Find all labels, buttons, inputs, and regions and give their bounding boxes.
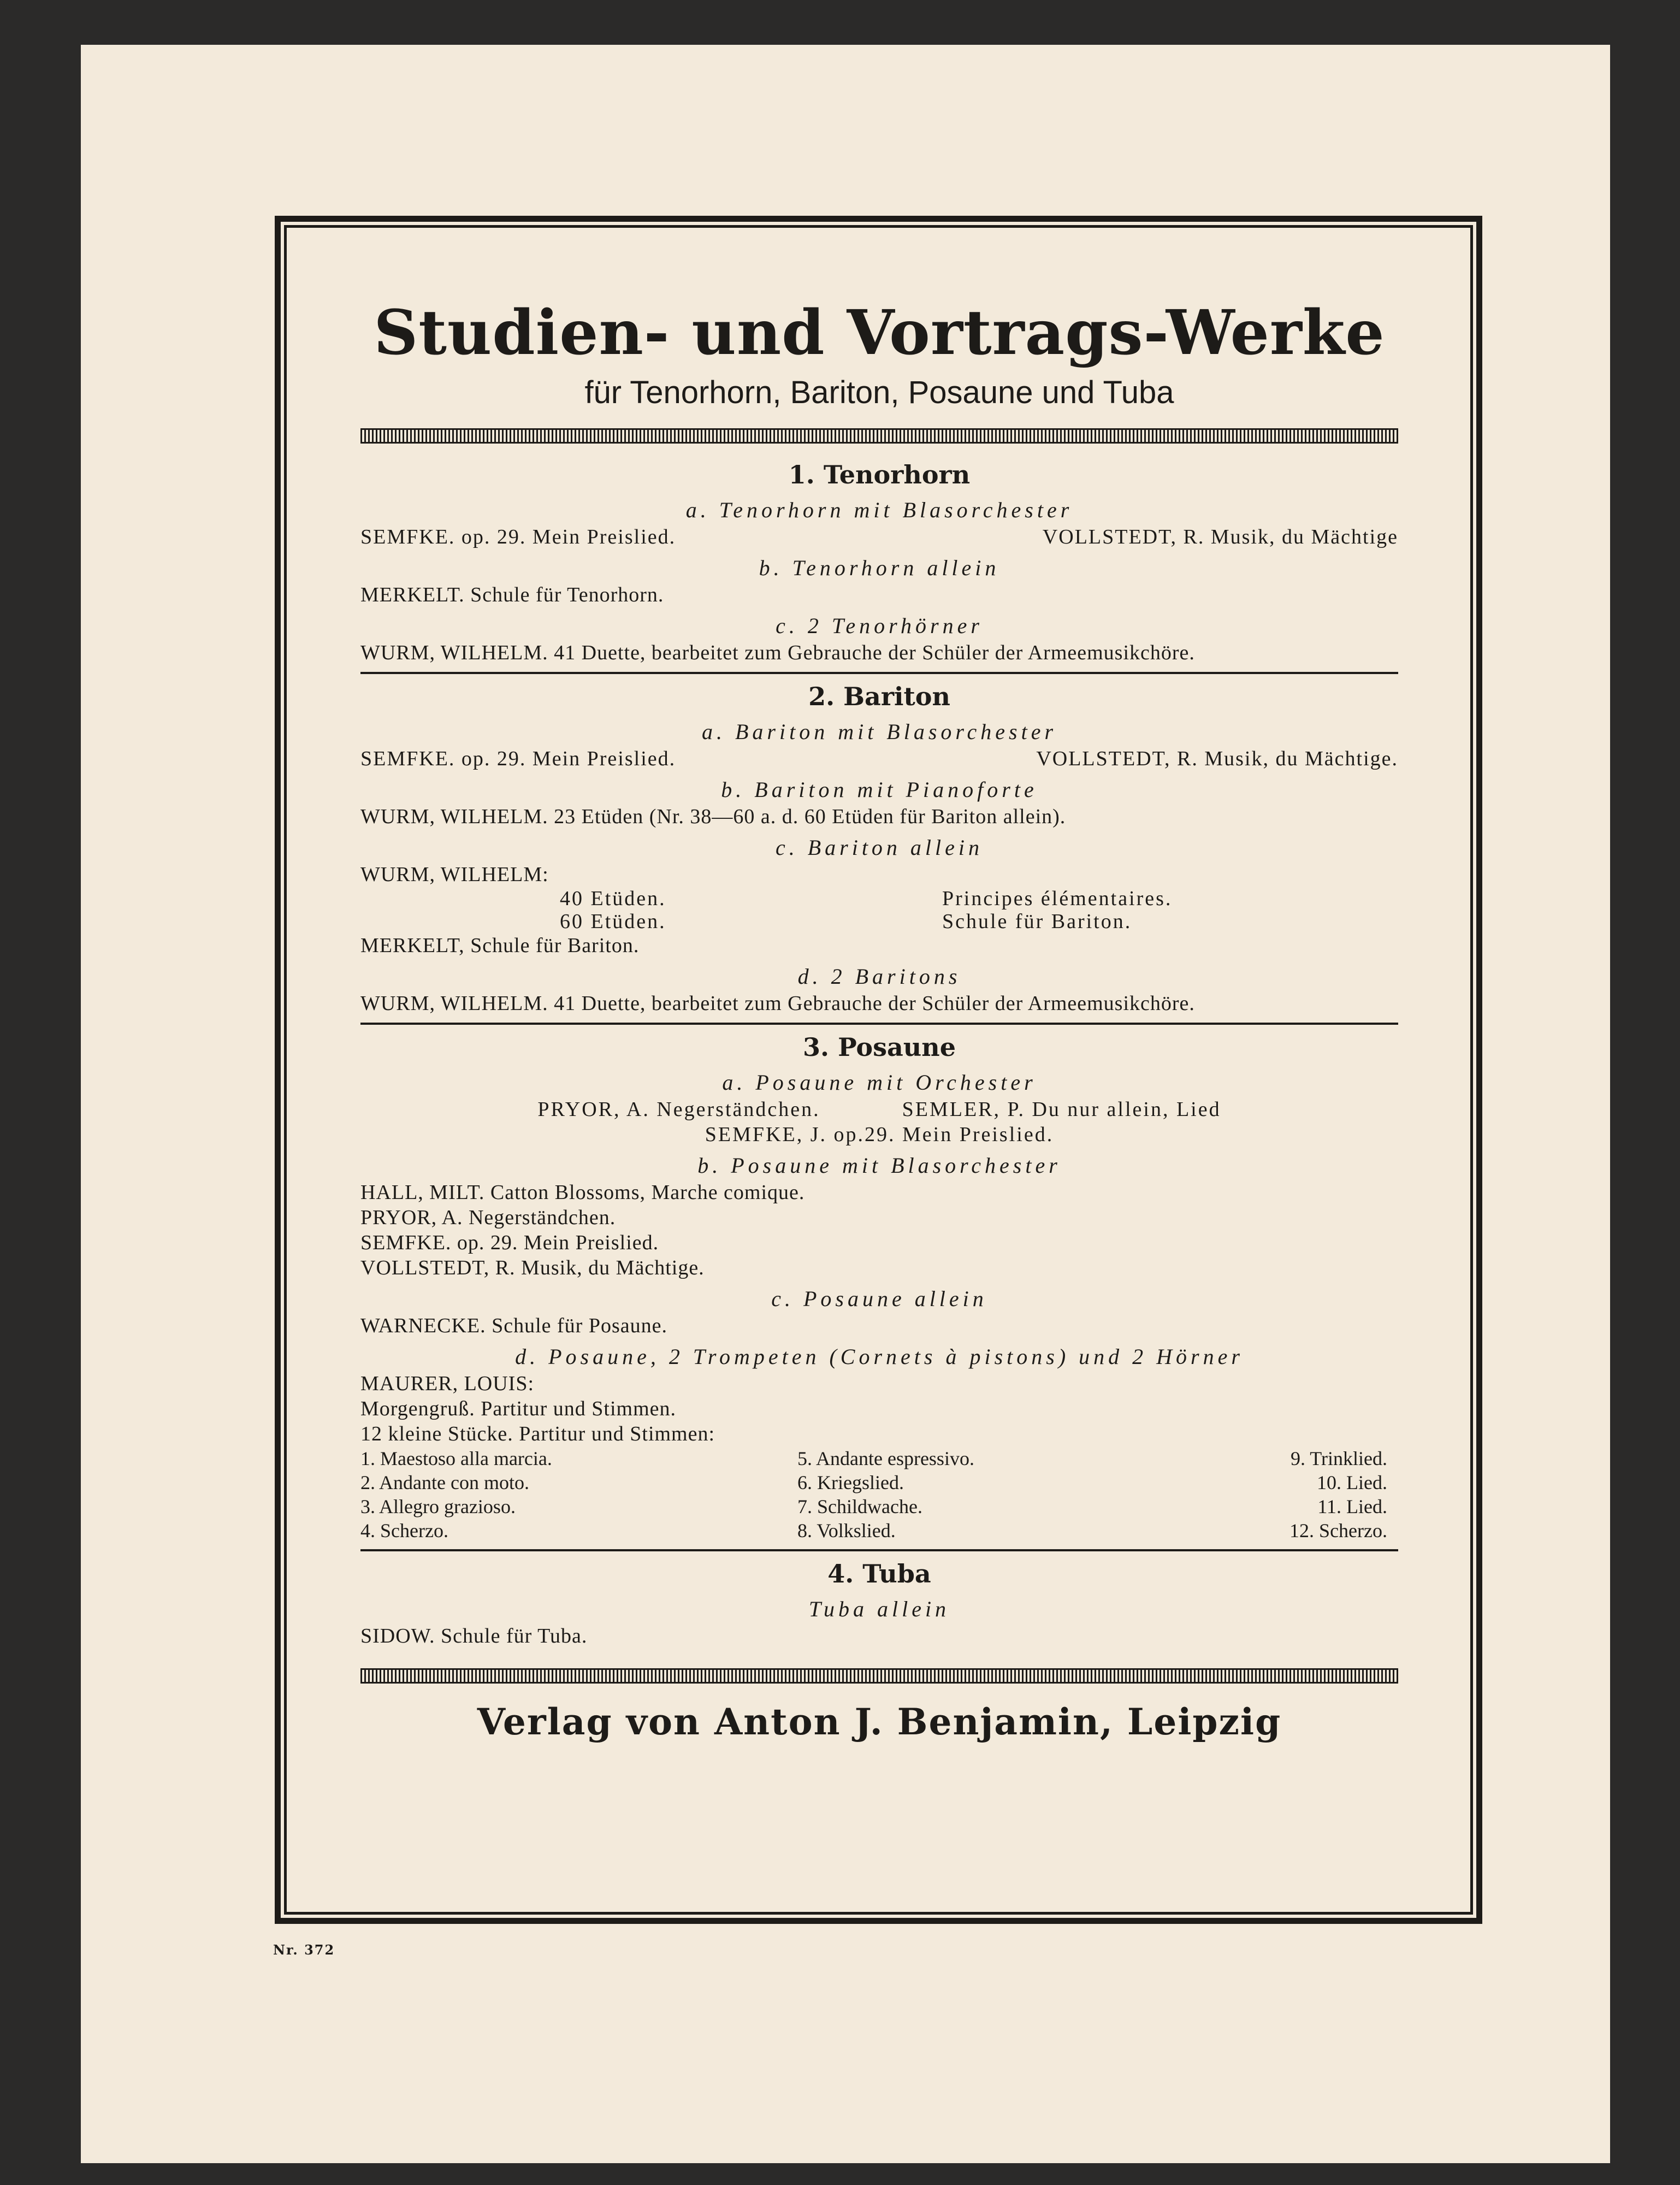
section-divider xyxy=(360,1549,1398,1551)
entry: WURM, WILHELM. 41 Duette, bearbeitet zum Gebrauche der Schüler der Armeemusikchöre. xyxy=(360,641,1195,664)
piece-item: 5. Andante espressivo. xyxy=(797,1448,974,1469)
section-tenorhorn xyxy=(360,458,1398,665)
entry: 60 Etüden. xyxy=(560,910,666,933)
entry: Principes élémentaires. xyxy=(942,887,1173,910)
entry: WURM, WILHELM. 23 Etüden (Nr. 38—60 a. d. 60 Etüden für Bariton allein). xyxy=(360,805,1066,828)
entry: VOLLSTEDT, R. Musik, du Mächtige. xyxy=(1036,747,1398,770)
section-heading: 2. Bariton xyxy=(808,682,950,711)
piece-list xyxy=(360,1446,1398,1543)
catalog-content xyxy=(360,284,1398,1879)
entry: PRYOR, A. Negerständchen. xyxy=(537,1098,820,1121)
piece-item: 2. Andante con moto. xyxy=(360,1472,529,1493)
catalog-number: Nr. 372 xyxy=(273,1942,335,1958)
publisher-imprint: Verlag von Anton J. Benjamin, Leipzig xyxy=(477,1700,1282,1743)
entry: MERKELT. Schule für Tenorhorn. xyxy=(360,583,664,606)
piece-item: 4. Scherzo. xyxy=(360,1520,448,1542)
subsection-heading: c. 2 Tenorhörner xyxy=(776,613,983,638)
entry: SEMLER, P. Du nur allein, Lied xyxy=(902,1098,1221,1121)
entry: WURM, WILHELM. 41 Duette, bearbeitet zum Gebrauche der Schüler der Armeemusikchöre. xyxy=(360,992,1195,1015)
entry: SEMFKE. op. 29. Mein Preislied. xyxy=(360,747,676,770)
piece-item: 9. Trinklied. xyxy=(1290,1448,1387,1469)
piece-item: 1. Maestoso alla marcia. xyxy=(360,1448,552,1469)
entry: SEMFKE. op. 29. Mein Preislied. xyxy=(360,525,676,548)
section-posaune xyxy=(360,1030,1398,1543)
page-subtitle: für Tenorhorn, Bariton, Posaune und Tuba xyxy=(584,375,1174,410)
piece-item: 11. Lied. xyxy=(1317,1496,1387,1517)
entry: Schule für Bariton. xyxy=(942,910,1132,933)
subsection-heading: b. Posaune mit Blasorchester xyxy=(697,1153,1061,1178)
section-bariton xyxy=(360,680,1398,1016)
entry-author: MAURER, LOUIS: xyxy=(360,1372,535,1395)
subsection-heading: a. Posaune mit Orchester xyxy=(722,1070,1037,1095)
subsection-heading: c. Bariton allein xyxy=(775,835,984,860)
entry: HALL, MILT. Catton Blossoms, Marche comique. xyxy=(360,1181,805,1204)
entry-list xyxy=(360,887,1398,933)
piece-item: 6. Kriegslied. xyxy=(797,1472,904,1493)
hatched-divider-bottom xyxy=(360,1668,1398,1684)
piece-item: 10. Lied. xyxy=(1317,1472,1387,1493)
entry: SEMFKE. op. 29. Mein Preislied. xyxy=(360,1231,659,1254)
subsection-heading: a. Tenorhorn mit Blasorchester xyxy=(685,498,1073,522)
subsection-heading: d. Posaune, 2 Trompeten (Cornets à pistons) und 2 Hörner xyxy=(515,1344,1244,1369)
entry-row xyxy=(360,1097,1398,1122)
entry: 40 Etüden. xyxy=(560,887,666,910)
subsection-heading: d. 2 Baritons xyxy=(797,964,961,989)
entry-row xyxy=(360,746,1398,771)
section-divider xyxy=(360,672,1398,674)
subsection-heading: b. Bariton mit Pianoforte xyxy=(721,777,1038,802)
piece-item: 8. Volkslied. xyxy=(797,1520,896,1542)
subsection-heading: c. Posaune allein xyxy=(771,1286,987,1311)
entry: SEMFKE, J. op.29. Mein Preislied. xyxy=(705,1123,1054,1146)
hatched-divider-top xyxy=(360,428,1398,444)
section-heading: 1. Tenorhorn xyxy=(788,460,971,489)
subsection-heading: Tuba allein xyxy=(808,1597,950,1621)
entry: WARNECKE. Schule für Posaune. xyxy=(360,1314,667,1337)
piece-item: 3. Allegro grazioso. xyxy=(360,1496,516,1517)
piece-item: 7. Schildwache. xyxy=(797,1496,922,1517)
entry: VOLLSTEDT, R. Musik, du Mächtige xyxy=(1042,525,1398,548)
entry: PRYOR, A. Negerständchen. xyxy=(360,1206,616,1229)
entry: SIDOW. Schule für Tuba. xyxy=(360,1625,588,1647)
piece-item: 12. Scherzo. xyxy=(1289,1520,1387,1542)
entry-author: WURM, WILHELM: xyxy=(360,863,549,886)
entry: 12 kleine Stücke. Partitur und Stimmen: xyxy=(360,1422,715,1445)
entry-row xyxy=(360,524,1398,550)
entry: MERKELT, Schule für Bariton. xyxy=(360,934,640,957)
section-heading: 3. Posaune xyxy=(803,1032,956,1062)
section-tuba xyxy=(360,1557,1398,1649)
subsection-heading: a. Bariton mit Blasorchester xyxy=(701,719,1057,744)
page-title: Studien- und Vortrags-Werke xyxy=(374,297,1385,369)
section-heading: 4. Tuba xyxy=(827,1559,931,1588)
entry: VOLLSTEDT, R. Musik, du Mächtige. xyxy=(360,1256,705,1279)
section-divider xyxy=(360,1023,1398,1025)
entry: Morgengruß. Partitur und Stimmen. xyxy=(360,1397,676,1420)
subsection-heading: b. Tenorhorn allein xyxy=(759,556,1000,580)
